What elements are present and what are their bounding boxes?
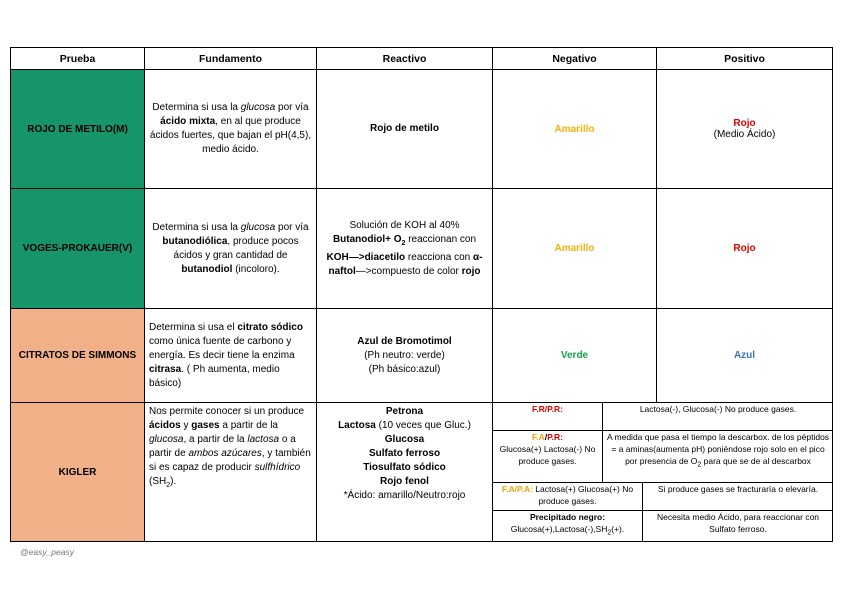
text: Rojo fenol xyxy=(380,476,429,487)
text: gases xyxy=(191,420,220,431)
text: como única fuente de carbono y energía. Es decir tiene la enzima xyxy=(149,335,295,361)
header-fundamento: Fundamento xyxy=(145,48,317,70)
text: 2 xyxy=(401,239,406,247)
reactivo-cell xyxy=(317,70,493,189)
text: / xyxy=(544,432,548,442)
text: (10 veces que Gluc.) xyxy=(375,420,471,431)
text: / xyxy=(544,404,548,414)
kigler-r1-right xyxy=(603,403,833,431)
text: Nos permite conocer si un produce xyxy=(149,406,305,417)
header-positivo: Positivo xyxy=(657,48,833,70)
text: (+). xyxy=(611,524,625,534)
kigler-grid xyxy=(493,403,832,541)
text: glucosa xyxy=(149,434,184,445)
text: butanodiol xyxy=(181,263,233,275)
kigler-r4-right xyxy=(643,511,833,541)
text: ambos azúcares xyxy=(188,448,262,459)
reactivo-cell xyxy=(317,403,493,542)
text: rojo xyxy=(461,265,481,277)
text: Si produce gases se fracturaría o elevaría. xyxy=(657,484,819,494)
text: Tiosulfato sódico xyxy=(363,462,446,473)
text: Glucosa(+),Lactosa(-),SH xyxy=(510,524,608,534)
header-row xyxy=(11,48,833,70)
text: Azul de Bromotimol xyxy=(357,335,452,347)
text: lactosa xyxy=(247,434,280,445)
reactivo-cell xyxy=(317,189,493,309)
result-text: Verde xyxy=(560,350,589,361)
header-reactivo: Reactivo xyxy=(317,48,493,70)
fundamento-cell xyxy=(145,403,317,542)
result-text: Amarillo xyxy=(554,243,595,254)
text: para que se de al descarbox xyxy=(701,456,811,466)
result-text: Rojo xyxy=(733,243,756,254)
kigler-r4-left xyxy=(493,511,643,541)
test-name: KIGLER xyxy=(11,403,145,542)
text: P.R xyxy=(547,432,561,442)
text: α-naftol xyxy=(328,251,483,277)
text: a partir de la xyxy=(219,420,278,431)
text: (Ph básico:azul) xyxy=(368,363,441,375)
text: 2 xyxy=(697,461,702,469)
text: Lactosa(-), Glucosa(-) No produce gases. xyxy=(639,404,797,414)
text: ). xyxy=(170,476,177,487)
table-row xyxy=(11,70,833,189)
text: Solución de KOH al 40% xyxy=(349,219,460,231)
text: 2 xyxy=(166,482,171,489)
text: Glucosa xyxy=(384,434,425,445)
text: Lactosa xyxy=(338,420,376,431)
text: *Ácido: amarillo/Neutro:rojo xyxy=(343,490,466,501)
negativo-cell xyxy=(493,189,657,309)
text: Determina si usa la xyxy=(152,102,241,113)
text: y xyxy=(180,420,192,431)
test-name: CITRATOS DE SIMMONS xyxy=(11,309,145,403)
table-row xyxy=(11,189,833,309)
text: F.A xyxy=(531,432,545,442)
text: o a partir de xyxy=(149,434,296,459)
text: Sulfato ferroso xyxy=(368,448,441,459)
table-row xyxy=(11,403,833,542)
text: : xyxy=(560,432,564,442)
text: Petrona xyxy=(385,406,424,417)
text: glucosa xyxy=(240,221,276,233)
result-text: Rojo xyxy=(733,118,756,129)
fundamento-cell xyxy=(145,189,317,309)
text: Necesita medio Ácido, para reaccionar con Sulfato ferroso. xyxy=(656,512,820,534)
text: Glucosa(+) Lactosa(-) No produce gases. xyxy=(499,444,596,466)
text: Butanodiol+ O xyxy=(332,233,402,245)
text: Determina si usa el xyxy=(149,321,238,333)
text: 2 xyxy=(607,529,612,537)
text: sulfhídrico xyxy=(254,462,301,473)
fundamento-cell xyxy=(145,70,317,189)
header-negativo: Negativo xyxy=(493,48,657,70)
text: por vía xyxy=(275,221,309,233)
text: (incoloro). xyxy=(232,263,280,275)
text: reacciona con xyxy=(405,251,473,263)
kigler-r3-left xyxy=(493,483,643,511)
text: , en al que produce ácidos fuertes, que bajan el pH(4,5), medio ácido. xyxy=(149,116,312,155)
kigler-r3-right xyxy=(643,483,833,511)
text: ácido mixta xyxy=(160,116,216,127)
negativo-cell xyxy=(493,309,657,403)
text: F.A/P.A: xyxy=(501,484,533,494)
text: citrato sódico xyxy=(237,321,303,333)
text: reaccionan con xyxy=(405,233,477,245)
result-text: Amarillo xyxy=(554,123,595,135)
text: , a partir de la xyxy=(183,434,248,445)
text: , y también si es capaz de producir xyxy=(149,448,311,473)
result-note: (Medio Ácido) xyxy=(713,129,776,140)
text: citrasa xyxy=(149,363,182,375)
tests-table xyxy=(10,47,833,542)
text: butanodiólica xyxy=(162,235,228,247)
positivo-cell xyxy=(657,309,833,403)
text: P.R xyxy=(547,404,561,414)
text: KOH—>diacetilo xyxy=(326,251,406,263)
watermark: @easy_peasy xyxy=(20,547,74,557)
text: ácidos xyxy=(149,420,181,431)
text: —>compuesto de color xyxy=(355,265,462,277)
text: (SH xyxy=(149,476,167,487)
text: Determina si usa la xyxy=(152,221,241,233)
text: Rojo de metilo xyxy=(370,123,439,134)
text: Lactosa(+) Glucosa(+) No produce gases. xyxy=(532,484,634,506)
text: Precipitado negro: xyxy=(529,512,606,522)
kigler-results xyxy=(493,403,833,542)
text: F.R xyxy=(531,404,545,414)
kigler-r2-left xyxy=(493,431,603,483)
kigler-r1-tag xyxy=(493,403,603,431)
test-name: VOGES-PROKAUER(V) xyxy=(11,189,145,309)
text: (Ph neutro: verde) xyxy=(364,349,445,361)
fundamento-cell xyxy=(145,309,317,403)
result-text: Azul xyxy=(733,350,756,361)
kigler-r2-right xyxy=(603,431,833,483)
negativo-cell xyxy=(493,70,657,189)
table-row xyxy=(11,309,833,403)
text: : xyxy=(560,404,564,414)
header-prueba: Prueba xyxy=(11,48,145,70)
text: glucosa xyxy=(240,102,276,113)
test-name: ROJO DE METILO(M) xyxy=(11,70,145,189)
text: por vía xyxy=(275,102,309,113)
text: A medida que pasa el tiempo la descarbox. de los péptidos = a aminas(aumenta pH) poniéndose rojo solo en el pico por presencia de O xyxy=(606,432,830,466)
text: . ( Ph aumenta, medio básico) xyxy=(149,363,280,389)
positivo-cell xyxy=(657,70,833,189)
positivo-cell xyxy=(657,189,833,309)
text: , produce pocos ácidos y gran cantidad de xyxy=(173,235,299,261)
reactivo-cell xyxy=(317,309,493,403)
